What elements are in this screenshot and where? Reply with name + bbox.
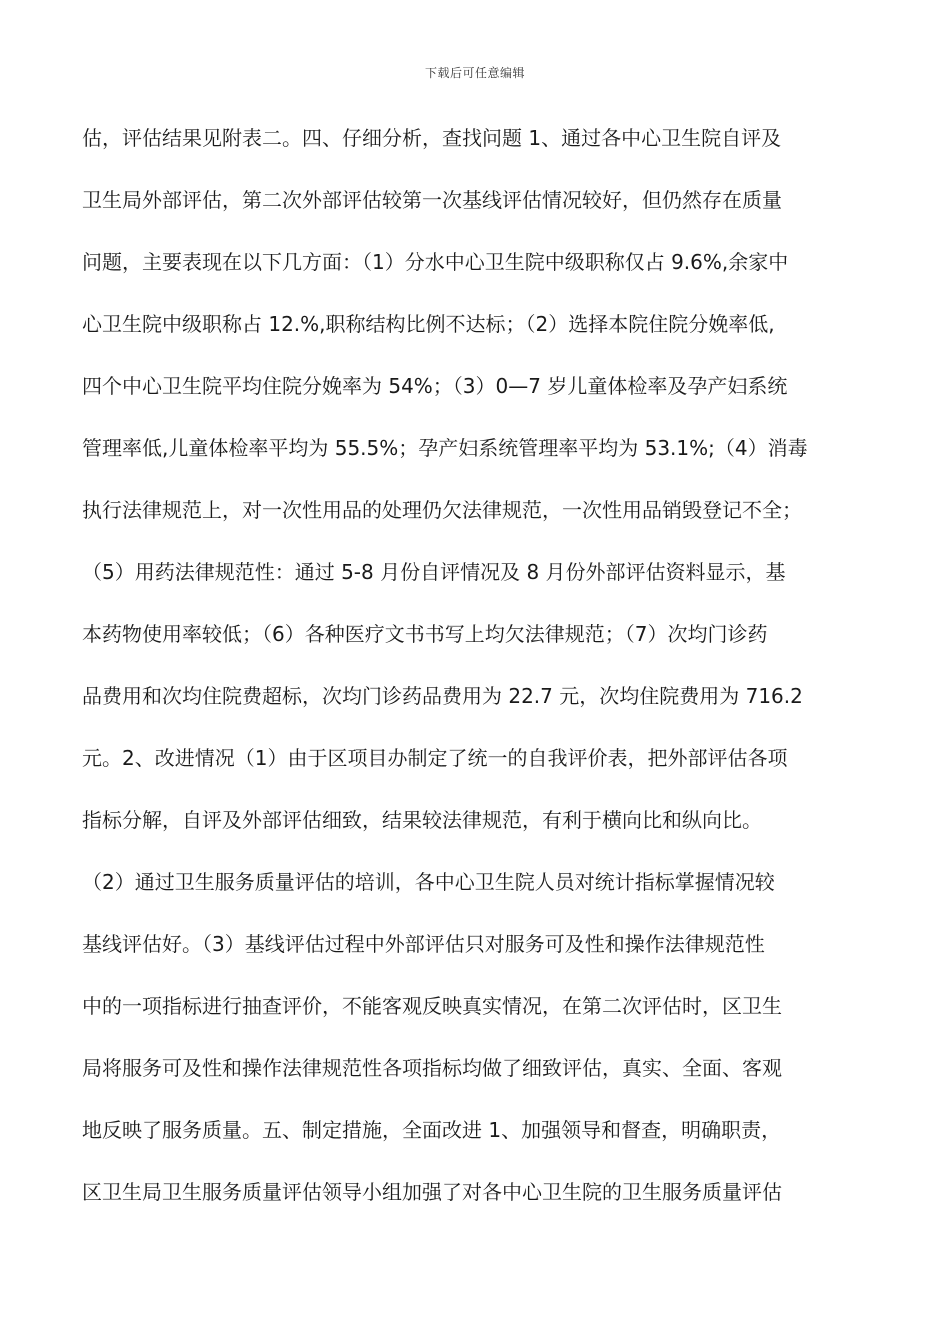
text-line: 元。2、改进情况（1）由于区项目办制定了统一的自我评价表，把外部评估各项 bbox=[82, 746, 788, 770]
text-line: 区卫生局卫生服务质量评估领导小组加强了对各中心卫生院的卫生服务质量评估 bbox=[82, 1180, 782, 1204]
text-line: 指标分解，自评及外部评估细致，结果较法律规范，有利于横向比和纵向比。 bbox=[82, 808, 762, 832]
document-body bbox=[82, 116, 882, 1232]
text-line: 管理率低,儿童体检率平均为 55.5%；孕产妇系统管理率平均为 53.1%;（4）消毒 bbox=[82, 436, 808, 460]
text-line: 地反映了服务质量。五、制定措施，全面改进 1、加强领导和督查，明确职责， bbox=[82, 1118, 782, 1142]
text-line: 局将服务可及性和操作法律规范性各项指标均做了细致评估，真实、全面、客观 bbox=[82, 1056, 782, 1080]
text-line: 估，评估结果见附表二。四、仔细分析，查找问题 1、通过各中心卫生院自评及 bbox=[82, 126, 782, 150]
text-line: 四个中心卫生院平均住院分娩率为 54%；（3）0—7 岁儿童体检率及孕产妇系统 bbox=[82, 374, 788, 398]
text-line: （5）用药法律规范性：通过 5-8 月份自评情况及 8 月份外部评估资料显示，基 bbox=[82, 560, 786, 584]
text-line: 基线评估好。（3）基线评估过程中外部评估只对服务可及性和操作法律规范性 bbox=[82, 932, 765, 956]
page-header: 下载后可任意编辑 bbox=[424, 66, 525, 80]
text-line: 执行法律规范上，对一次性用品的处理仍欠法律规范，一次性用品销毁登记不全； bbox=[82, 498, 802, 522]
text-line: 问题，主要表现在以下几方面：（1）分水中心卫生院中级职称仅占 9.6%,余家中 bbox=[82, 250, 789, 274]
text-line: 本药物使用率较低；（6）各种医疗文书书写上均欠法律规范；（7）次均门诊药 bbox=[82, 622, 768, 646]
text-line: （2）通过卫生服务质量评估的培训，各中心卫生院人员对统计指标掌握情况较 bbox=[82, 870, 775, 894]
text-line: 卫生局外部评估，第二次外部评估较第一次基线评估情况较好，但仍然存在质量 bbox=[82, 188, 782, 212]
text-line: 中的一项指标进行抽查评价，不能客观反映真实情况，在第二次评估时，区卫生 bbox=[82, 994, 782, 1018]
text-line: 品费用和次均住院费超标，次均门诊药品费用为 22.7 元，次均住院费用为 716.2 bbox=[82, 684, 803, 708]
text-line: 心卫生院中级职称占 12.%,职称结构比例不达标；（2）选择本院住院分娩率低, bbox=[82, 312, 775, 336]
